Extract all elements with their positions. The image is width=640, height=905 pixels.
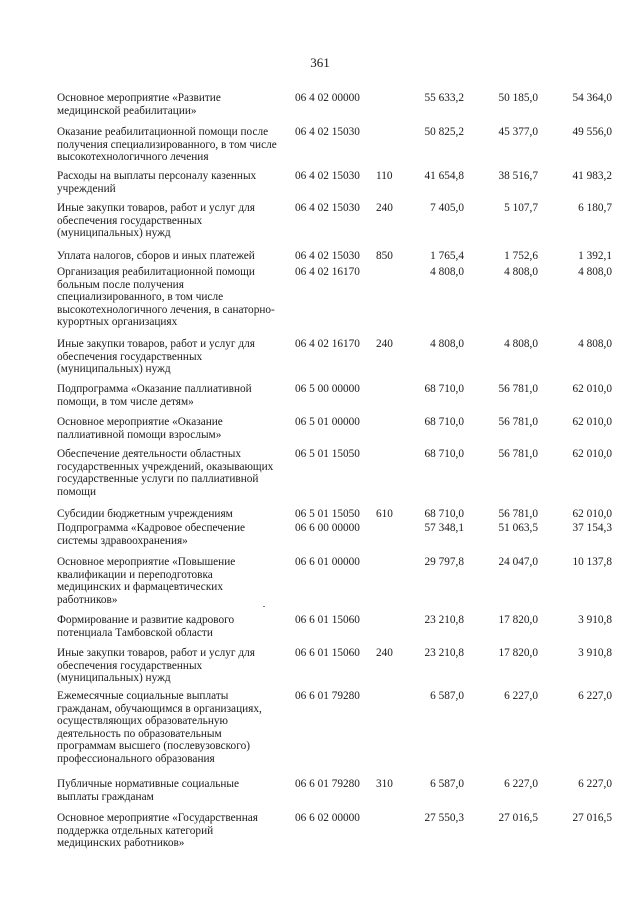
- row-value-2: 24 047,0: [498, 556, 538, 568]
- row-expense-type: 240: [376, 338, 393, 350]
- row-value-3: 27 016,5: [572, 812, 612, 824]
- row-value-1: 29 797,8: [424, 556, 464, 568]
- row-value-3: 41 983,2: [572, 170, 612, 182]
- row-value-3: 6 227,0: [578, 778, 612, 790]
- row-value-2: 1 752,6: [504, 250, 538, 262]
- row-value-2: 50 185,0: [498, 92, 538, 104]
- row-value-1: 55 633,2: [424, 92, 464, 104]
- row-value-2: 56 781,0: [498, 416, 538, 428]
- row-value-2: 51 063,5: [498, 522, 538, 534]
- row-value-1: 27 550,3: [424, 812, 464, 824]
- row-value-2: 56 781,0: [498, 508, 538, 520]
- row-value-1: 50 825,2: [424, 126, 464, 138]
- row-value-2: 45 377,0: [498, 126, 538, 138]
- row-name: Подпрограмма «Оказание паллиативной помощи, в том числе детям»: [57, 383, 252, 408]
- row-value-1: 57 348,1: [424, 522, 464, 534]
- row-value-3: 62 010,0: [572, 508, 612, 520]
- row-code: 06 4 02 15030: [295, 126, 360, 138]
- row-value-1: 6 587,0: [430, 778, 464, 790]
- row-expense-type: 240: [376, 647, 393, 659]
- row-name: Ежемесячные социальные выплаты гражданам, обучающимся в организациях, осуществляющих образовательную деятельность по образовательным программам высшего (послевузовского) профессионального образования: [57, 690, 262, 765]
- row-name: Иные закупки товаров, работ и услуг для обеспечения государственных (муниципальных) нужд: [57, 202, 255, 240]
- row-value-1: 4 808,0: [430, 266, 464, 278]
- row-name: Иные закупки товаров, работ и услуг для обеспечения государственных (муниципальных) нужд: [57, 338, 255, 376]
- row-code: 06 6 01 15060: [295, 647, 360, 659]
- row-name: Основное мероприятие «Развитие медицинской реабилитации»: [57, 92, 221, 117]
- row-value-2: 56 781,0: [498, 383, 538, 395]
- row-expense-type: 610: [376, 508, 393, 520]
- row-value-3: 37 154,3: [572, 522, 612, 534]
- row-value-1: 6 587,0: [430, 690, 464, 702]
- row-name: Основное мероприятие «Оказание паллиативной помощи взрослым»: [57, 416, 223, 441]
- row-name: Основное мероприятие «Повышение квалификации и переподготовка медицинских и фармацевтических работников»: [57, 556, 236, 606]
- row-name: Расходы на выплаты персоналу казенных учреждений: [57, 170, 257, 195]
- row-value-1: 68 710,0: [424, 416, 464, 428]
- row-value-2: 6 227,0: [504, 690, 538, 702]
- row-value-2: 17 820,0: [498, 614, 538, 626]
- row-code: 06 4 02 15030: [295, 170, 360, 182]
- row-name: Организация реабилитационной помощи больным после получения специализированного, в том числе высокотехнологичного лечения, в санаторно-курортных организациях: [57, 266, 275, 329]
- row-value-3: 62 010,0: [572, 416, 612, 428]
- row-value-2: 5 107,7: [504, 202, 538, 214]
- row-value-3: 3 910,8: [578, 647, 612, 659]
- row-value-3: 6 227,0: [578, 690, 612, 702]
- row-value-2: 27 016,5: [498, 812, 538, 824]
- row-code: 06 6 01 00000: [295, 556, 360, 568]
- row-name: Подпрограмма «Кадровое обеспечение системы здравоохранения»: [57, 522, 246, 547]
- row-value-2: 17 820,0: [498, 647, 538, 659]
- row-name: Оказание реабилитационной помощи после получения специализированного, в том числе высокотехнологичного лечения: [57, 126, 277, 164]
- row-value-1: 1 765,4: [430, 250, 464, 262]
- row-value-1: 68 710,0: [424, 448, 464, 460]
- row-value-2: 56 781,0: [498, 448, 538, 460]
- row-value-2: 4 808,0: [504, 338, 538, 350]
- row-code: 06 6 01 79280: [295, 778, 360, 790]
- row-code: 06 5 01 15050: [295, 508, 360, 520]
- row-value-3: 3 910,8: [578, 614, 612, 626]
- row-code: 06 4 02 15030: [295, 250, 360, 262]
- row-name: Формирование и развитие кадрового потенциала Тамбовской области: [57, 614, 235, 639]
- row-expense-type: 850: [376, 250, 393, 262]
- row-value-1: 23 210,8: [424, 647, 464, 659]
- row-value-2: 38 516,7: [498, 170, 538, 182]
- row-name: Публичные нормативные социальные выплаты гражданам: [57, 778, 240, 803]
- row-value-1: 4 808,0: [430, 338, 464, 350]
- row-name: Основное мероприятие «Государственная поддержка отдельных категорий медицинских работников»: [57, 812, 258, 850]
- row-code: 06 5 01 15050: [295, 448, 360, 460]
- row-code: 06 6 01 79280: [295, 690, 360, 702]
- row-code: 06 4 02 15030: [295, 202, 360, 214]
- row-code: 06 4 02 00000: [295, 92, 360, 104]
- row-value-3: 62 010,0: [572, 383, 612, 395]
- row-name: Уплата налогов, сборов и иных платежей: [57, 250, 255, 262]
- row-value-3: 49 556,0: [572, 126, 612, 138]
- row-value-3: 4 808,0: [578, 338, 612, 350]
- row-value-1: 23 210,8: [424, 614, 464, 626]
- row-value-3: 10 137,8: [572, 556, 612, 568]
- row-value-1: 68 710,0: [424, 508, 464, 520]
- row-value-3: 1 392,1: [578, 250, 612, 262]
- row-code: 06 5 01 00000: [295, 416, 360, 428]
- row-value-1: 41 654,8: [424, 170, 464, 182]
- row-code: 06 6 02 00000: [295, 812, 360, 824]
- row-value-1: 7 405,0: [430, 202, 464, 214]
- row-code: 06 4 02 16170: [295, 338, 360, 350]
- row-code: 06 5 00 00000: [295, 383, 360, 395]
- row-name: Обеспечение деятельности областных государственных учреждений, оказывающих государственные услуги по паллиативной помощи: [57, 448, 274, 498]
- row-code: 06 6 00 00000: [295, 522, 360, 534]
- row-expense-type: 240: [376, 202, 393, 214]
- page-number: 361: [310, 55, 330, 70]
- row-value-2: 6 227,0: [504, 778, 538, 790]
- row-expense-type: 110: [376, 170, 393, 182]
- row-value-3: 54 364,0: [572, 92, 612, 104]
- row-name: Иные закупки товаров, работ и услуг для обеспечения государственных (муниципальных) нужд: [57, 647, 255, 685]
- row-code: 06 6 01 15060: [295, 614, 360, 626]
- row-value-3: 62 010,0: [572, 448, 612, 460]
- row-code: 06 4 02 16170: [295, 266, 360, 278]
- row-name: Субсидии бюджетным учреждениям: [57, 508, 233, 520]
- row-value-2: 4 808,0: [504, 266, 538, 278]
- row-expense-type: 310: [376, 778, 393, 790]
- row-value-3: 6 180,7: [578, 202, 612, 214]
- row-value-1: 68 710,0: [424, 383, 464, 395]
- row-value-3: 4 808,0: [578, 266, 612, 278]
